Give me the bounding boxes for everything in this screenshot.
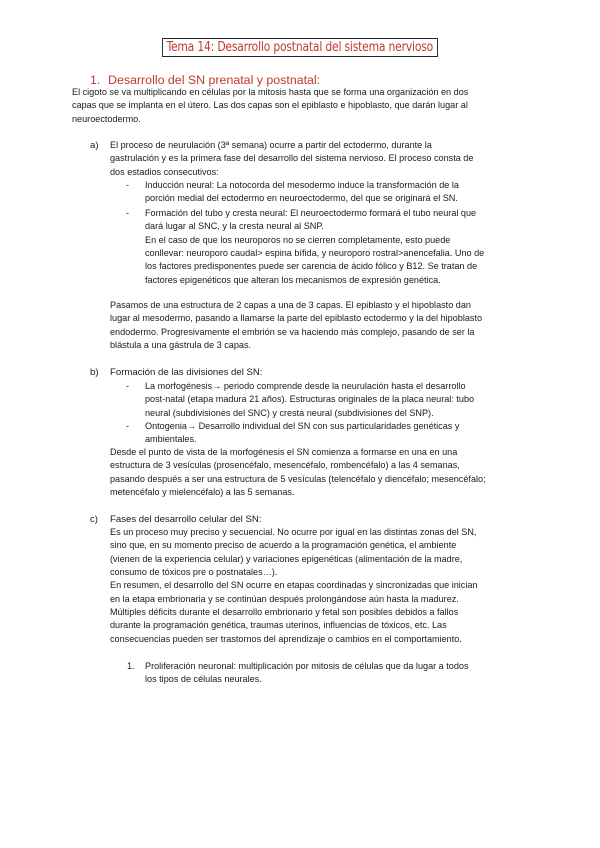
a-closing-line: blástula a una gástrula de 3 capas. [110, 340, 252, 351]
b-closing-line: metencéfalo y mielencéfalo) a las 5 semanas. [110, 487, 295, 498]
intro-paragraph [72, 86, 542, 126]
subsection-a-letter [90, 139, 99, 152]
bullet-morfogenesis [126, 380, 475, 420]
bullet-line: dará lugar al SNC, y la cresta neural al SNP. [145, 221, 324, 232]
intro-line: capas que se implanta en el útero. Las dos capas son el epiblasto e hipoblasto, que darán lugar al [72, 100, 468, 111]
title-wrap [0, 38, 600, 57]
c-line: En resumen, el desarrollo del SN ocurre en etapas coordinadas y sincronizadas que inician [110, 580, 478, 591]
subsection-c-body [110, 526, 550, 646]
bullet-line: factores epigenéticos que alteran los mecanismos de expresión genética. [145, 274, 441, 285]
b-closing-line: estructura de 3 vesículas (prosencéfalo, mesencéfalo, rombencéfalo) a las 4 semanas, [110, 460, 460, 471]
bullet-line: neural (subdivisiones del SNC) y cresta neural (subdivisiones del SNP). [145, 407, 434, 418]
subsection-heading-text: Fases del desarrollo celular del SN: [110, 514, 262, 525]
a-line: El proceso de neurulación (3ª semana) ocurre a partir del ectodermo, durante la [110, 140, 432, 150]
item-number: 1. [127, 661, 135, 671]
intro-line: neuroectodermo. [72, 113, 141, 124]
bullet-ontogenia [126, 420, 460, 447]
intro-line: El cigoto se va multiplicando en células por la mitosis hasta que se forma una organización en dos [72, 87, 469, 97]
subsection-a-closing [110, 299, 550, 352]
bullet-dash: - [126, 180, 130, 190]
subsection-letter: a) [90, 140, 99, 151]
item-line: los tipos de células neurales. [145, 674, 262, 685]
c-line: consumo de tóxicos pre o postnatales…). [110, 567, 278, 578]
c-line: consecuencias pueden ser trastornos del aprendizaje o cambios en el comportamiento. [110, 633, 462, 644]
section-heading-1 [90, 73, 320, 87]
c-line: en la etapa embrionaria y se continúan después prolongándose aún hasta la madurez. [110, 593, 459, 604]
bullet-line: Formación del tubo y cresta neural: El neuroectodermo formará el tubo neural que [145, 208, 477, 218]
c-line: durante la programación genética, traumas uterinos, influencias de tóxicos, etc. Las [110, 620, 447, 631]
subsection-b-heading [90, 366, 263, 379]
a-closing-line: endodermo. Progresivamente el embrión se va haciendo más complejo, pasando de ser la [110, 326, 475, 337]
subsection-letter: b) [90, 367, 99, 378]
page-title: Tema 14: Desarrollo postnatal del sistema nervioso [162, 38, 438, 57]
c-line: Múltiples déficits durante el desarrollo embrionario y fetal son posibles debidos a fallos [110, 607, 459, 618]
bullet-line: ambientales. [145, 434, 197, 445]
bullet-dash: - [126, 421, 130, 431]
numbered-item-proliferacion [127, 660, 469, 687]
subsection-letter: c) [90, 514, 98, 525]
section-number: 1. [90, 73, 101, 87]
bullet-line: En el caso de que los neuroporos no se cierren completamente, esto puede [145, 234, 451, 245]
bullet-dash: - [126, 208, 130, 218]
bullet-line: Inducción neural: La notocorda del mesodermo induce la transformación de la [145, 180, 459, 190]
b-closing-line: pasando después a ser una estructura de 5 vesículas (telencéfalo y diencéfalo; mesencéfalo; [110, 473, 486, 484]
bullet-induccion [126, 179, 459, 206]
subsection-c-heading [90, 513, 261, 526]
c-line: Es un proceso muy preciso y secuencial. No ocurre por igual en las distintas zonas del SN, [110, 527, 477, 537]
item-line: Proliferación neuronal: multiplicación por mitosis de células que da lugar a todos [145, 661, 469, 671]
bullet-formacion-tubo [126, 207, 485, 287]
bullet-line: conllevar: neuroporo caudal> espina bífida, y neuroporo rostral>anencefalia. Uno de [145, 248, 485, 259]
section-heading-text: Desarrollo del SN prenatal y postnatal: [108, 73, 321, 87]
bullet-line: post-natal (etapa madura 21 años). Estructuras originales de la placa neural: tubo [145, 394, 475, 405]
bullet-dash: - [126, 381, 130, 391]
a-closing-line: lugar al mesodermo, pasando a llamarse la parte del epiblasto ectodermo y la del hipoblasto [110, 313, 483, 324]
a-line: gastrulación y es la primera fase del desarrollo del sistema nervioso. El proceso consta de [110, 153, 474, 164]
subsection-a-intro [110, 139, 550, 179]
c-line: sino que, en su momento preciso de acuerdo a la programación genética, el ambiente [110, 540, 457, 551]
a-line: dos estadios consecutivos: [110, 166, 219, 177]
c-line: (vienen de la experiencia celular) y variaciones epigenéticas (alimentación de la madre, [110, 553, 463, 564]
a-closing-line: Pasamos de una estructura de 2 capas a una de 3 capas. El epiblasto y el hipoblasto dan [110, 300, 471, 310]
subsection-b-closing [110, 446, 550, 499]
bullet-line: porción medial del ectodermo en neuroectodermo, del que se originará el SN. [145, 193, 458, 204]
b-closing-line: Desde el punto de vista de la morfogénesis el SN comienza a formarse en una en una [110, 447, 458, 457]
subsection-heading-text: Formación de las divisiones del SN: [110, 367, 263, 378]
bullet-line: Ontogenia→ Desarrollo individual del SN con sus particularidades genéticas y [145, 421, 460, 431]
bullet-line: La morfogénesis→ periodo comprende desde la neurulación hasta el desarrollo [145, 381, 466, 391]
bullet-line: los factores predisponentes puede ser carencia de ácido fólico y B12. Se tratan de [145, 261, 478, 272]
